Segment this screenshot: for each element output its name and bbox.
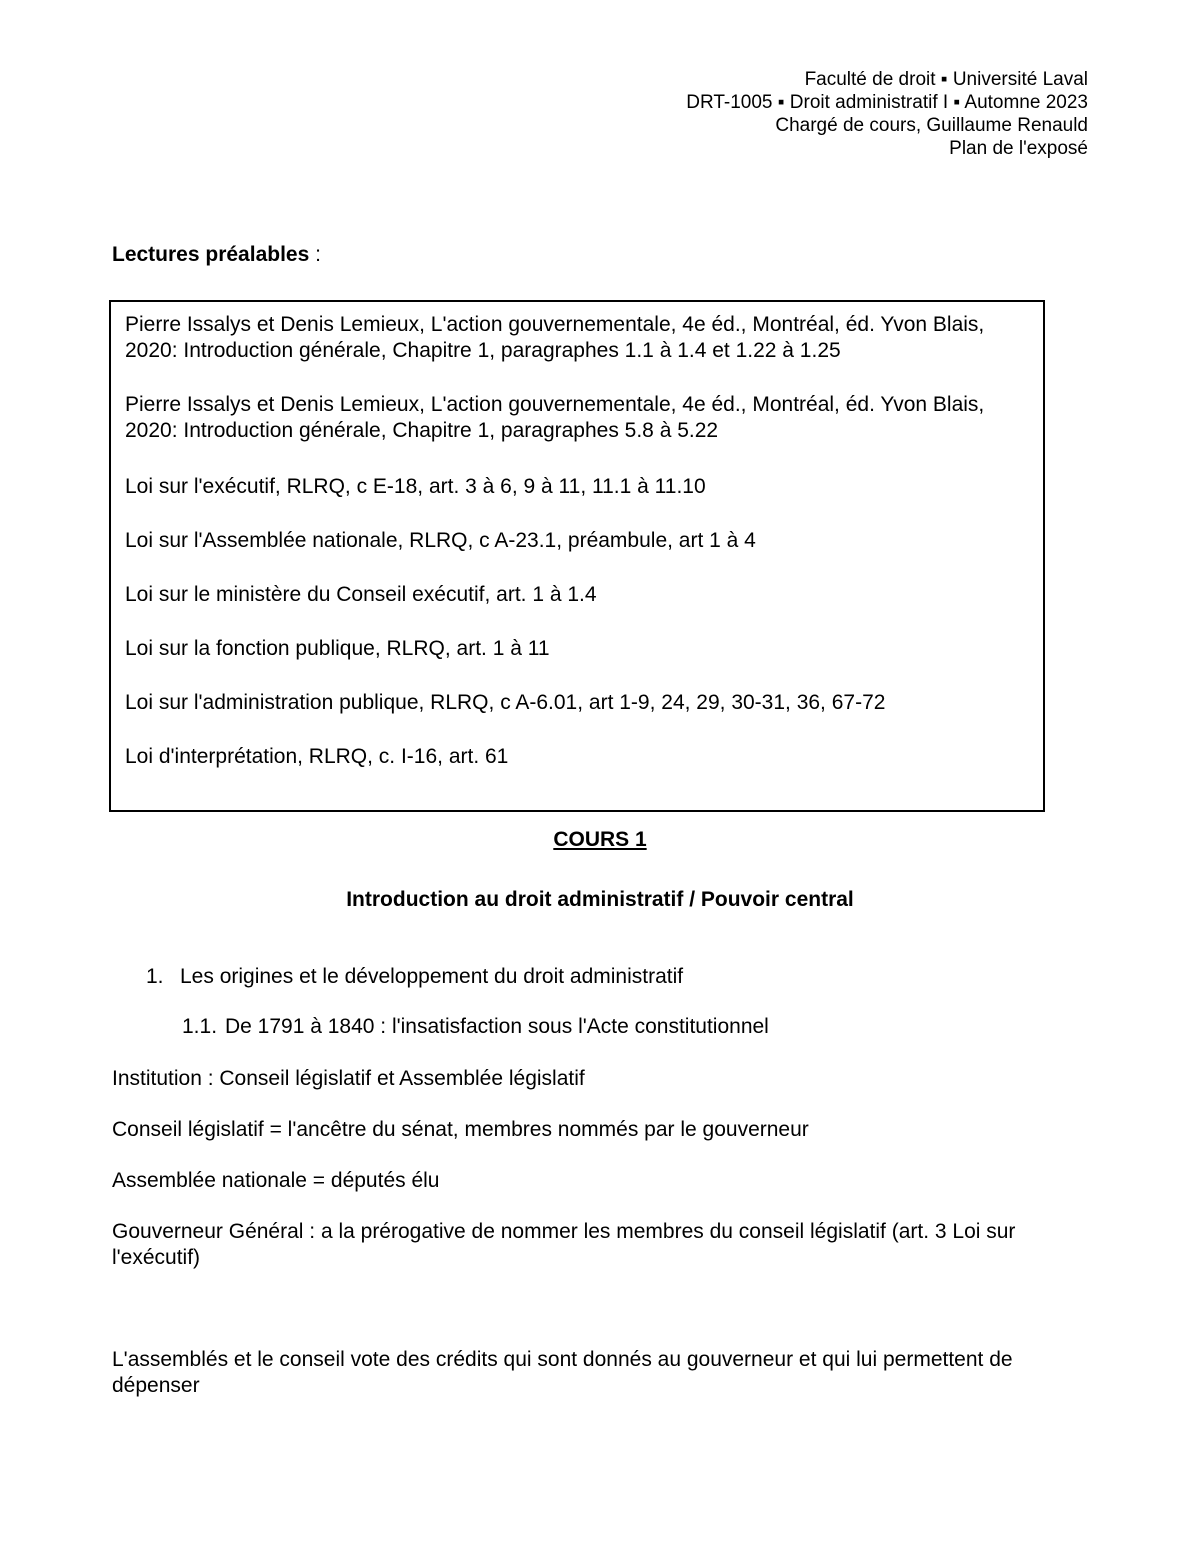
outline-item-1-1-number: 1.1.	[182, 1015, 218, 1038]
readings-heading-suffix: :	[309, 243, 321, 266]
document-header	[686, 68, 1088, 160]
outline-item-1-text: Les origines et le développement du droit administratif	[180, 965, 684, 988]
outline-item-1	[146, 965, 683, 989]
note-paragraph: Assemblée nationale = députés élu	[112, 1169, 440, 1192]
header-plan-line: Plan de l'exposé	[949, 138, 1088, 159]
reading-item: Loi sur l'administration publique, RLRQ, c A-6.01, art 1-9, 24, 29, 30-31, 36, 67-72	[125, 691, 886, 714]
header-instructor-line: Chargé de cours, Guillaume Renauld	[775, 115, 1088, 136]
header-course-line: DRT-1005 ▪ Droit administratif I ▪ Automne 2023	[686, 92, 1088, 113]
note-paragraph: Gouverneur Général : a la prérogative de nommer les membres du conseil législatif (art. 3 Loi sur l'exécutif)	[112, 1220, 1016, 1269]
outline-item-1-1-text: De 1791 à 1840 : l'insatisfaction sous l'Acte constitutionnel	[225, 1015, 769, 1038]
header-faculty-line: Faculté de droit ▪ Université Laval	[804, 69, 1088, 90]
note-paragraph: L'assemblés et le conseil vote des crédits qui sont donnés au gouverneur et qui lui permettent de dépenser	[112, 1348, 1013, 1397]
outline-item-1-number: 1.	[146, 965, 164, 988]
reading-item: Loi sur le ministère du Conseil exécutif, art. 1 à 1.4	[125, 583, 597, 606]
outline-item-1-1	[182, 1015, 769, 1039]
readings-heading-label: Lectures préalables	[112, 243, 310, 266]
reading-item: Loi sur la fonction publique, RLRQ, art. 1 à 11	[125, 637, 550, 660]
note-paragraph: Conseil législatif = l'ancêtre du sénat, membres nommés par le gouverneur	[112, 1118, 809, 1141]
reading-item: Pierre Issalys et Denis Lemieux, L'action gouvernementale, 4e éd., Montréal, éd. Yvon Blais, 2020: Introduction générale, Chapitre 1, paragraphes 1.1 à 1.4 et 1.22 à 1.25	[125, 313, 985, 362]
note-paragraph: Institution : Conseil législatif et Assemblée législatif	[112, 1067, 585, 1090]
course-title: COURS 1	[553, 828, 647, 851]
course-subtitle: Introduction au droit administratif / Pouvoir central	[346, 888, 854, 911]
reading-item: Loi sur l'exécutif, RLRQ, c E-18, art. 3 à 6, 9 à 11, 11.1 à 11.10	[125, 475, 706, 498]
reading-item: Loi d'interprétation, RLRQ, c. I-16, art. 61	[125, 745, 509, 768]
reading-item: Loi sur l'Assemblée nationale, RLRQ, c A-23.1, préambule, art 1 à 4	[125, 529, 756, 552]
reading-item: Pierre Issalys et Denis Lemieux, L'action gouvernementale, 4e éd., Montréal, éd. Yvon Blais, 2020: Introduction générale, Chapitre 1, paragraphes 5.8 à 5.22	[125, 393, 985, 442]
readings-heading	[112, 243, 321, 267]
readings-box	[109, 300, 1045, 812]
